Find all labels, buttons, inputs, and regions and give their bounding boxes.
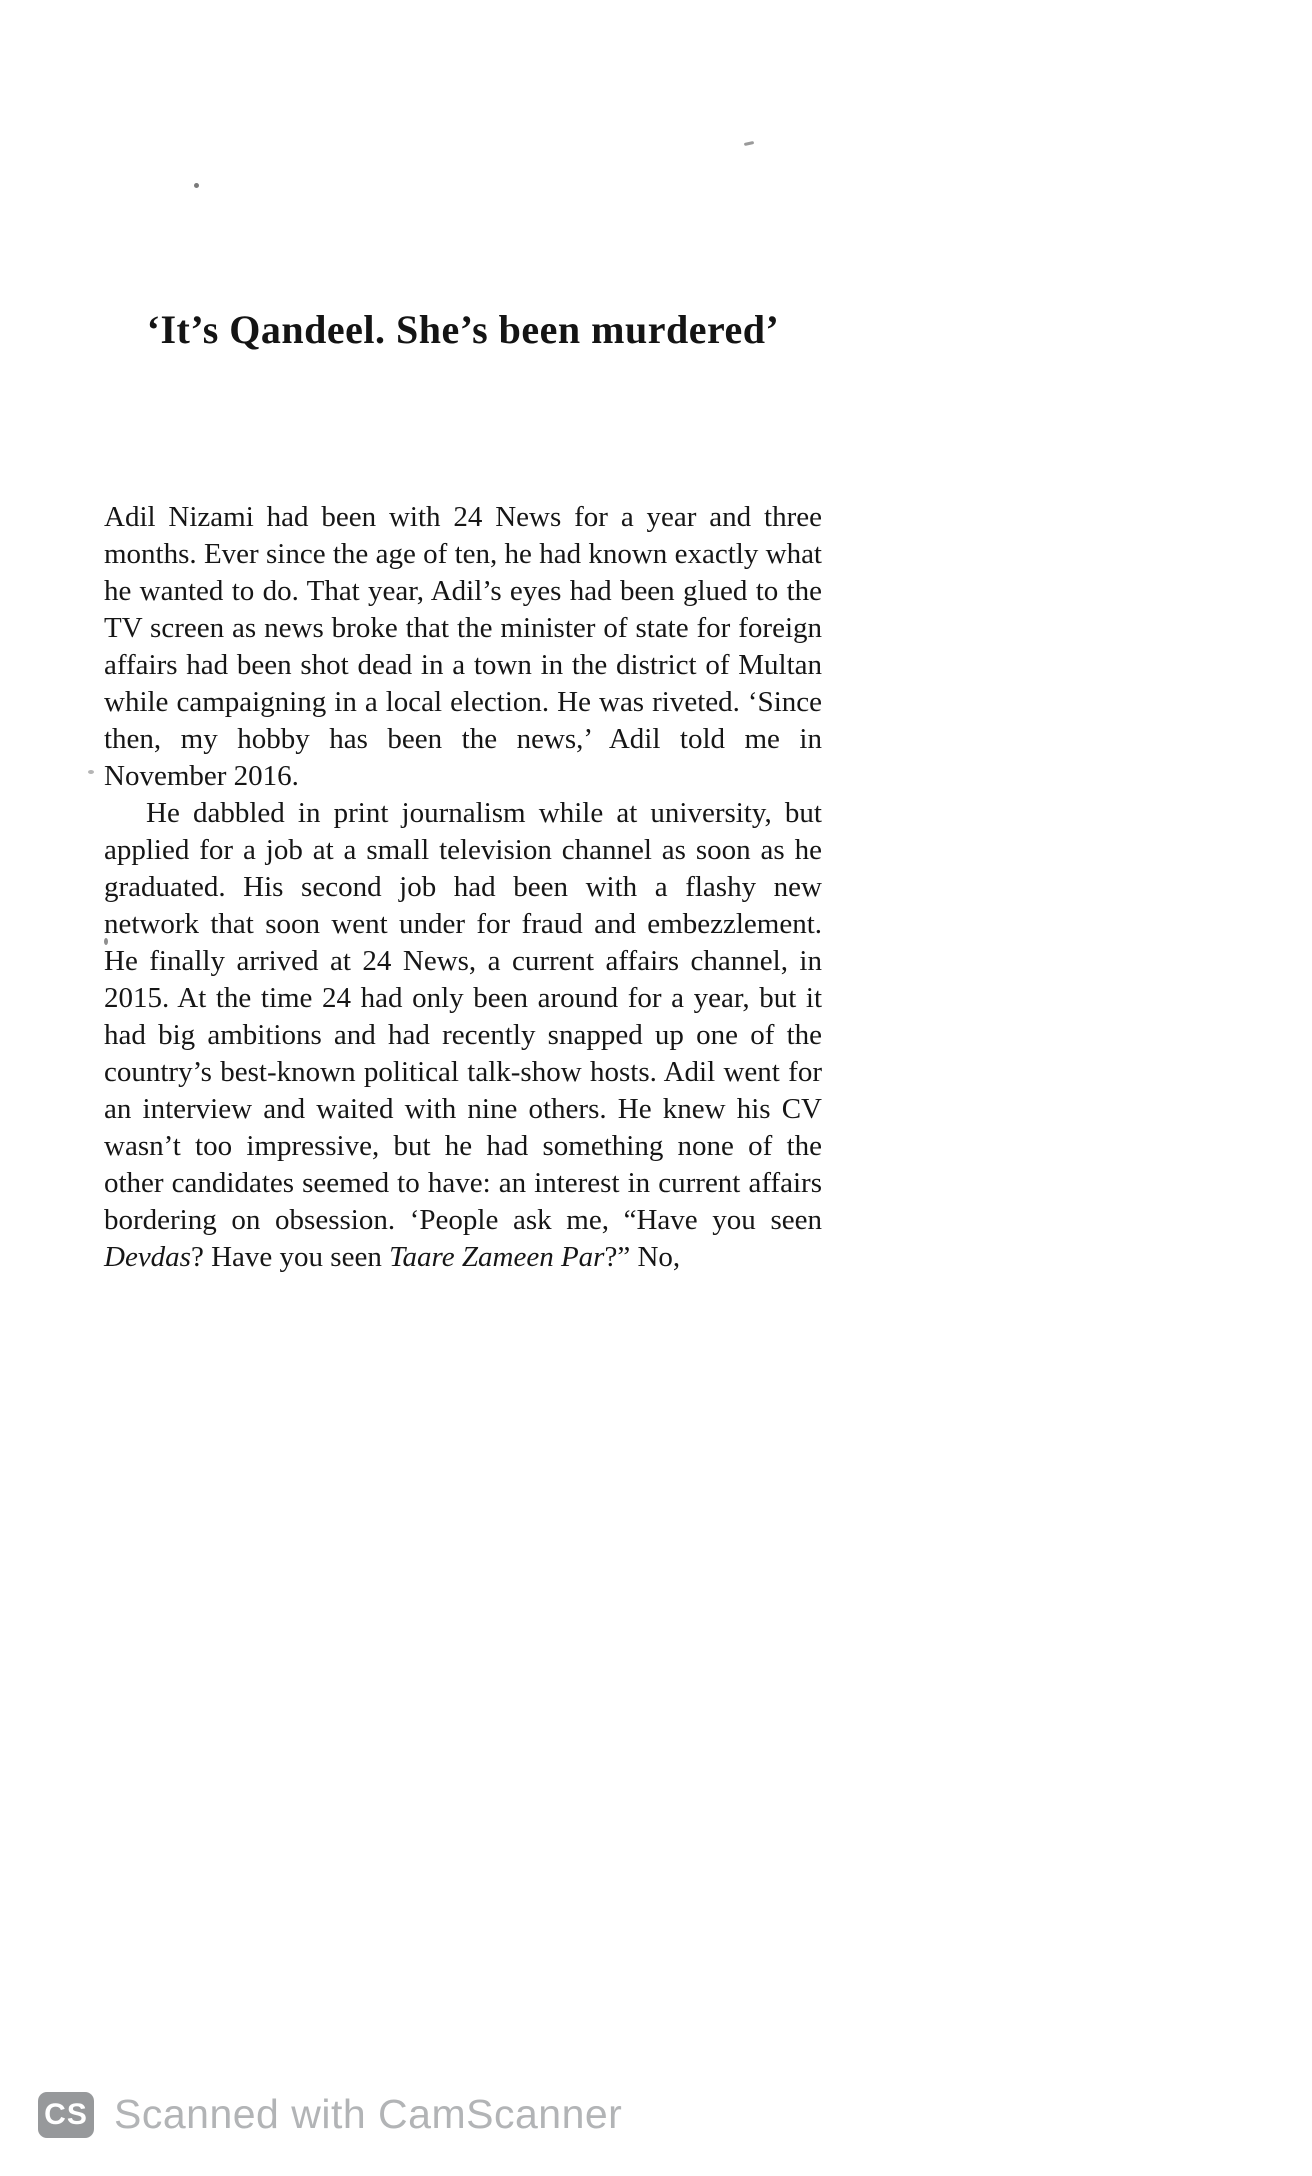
camscanner-watermark [38, 2091, 622, 2138]
watermark-label: Scanned with CamScanner [114, 2091, 623, 2137]
chapter-title: ‘It’s Qandeel. She’s been murdered’ [146, 307, 780, 352]
scan-artifact [88, 770, 94, 774]
paragraph-1: Adil Nizami had been with 24 News for a year and three months. Ever since the age of ten, he had known exactly what he wanted to do. That year, Adil’s eyes had been glued to the TV screen as news broke that the minister of state for foreign affairs had been shot dead in a town in the district of Multan while campaigning in a local election. He was riveted. ‘Since then, my hobby has been the news,’ Adil told me in November 2016. [104, 501, 822, 792]
text-column [104, 0, 822, 1276]
paragraph-2-text: He dabbled in print journalism while at university, but applied for a job at a small television channel as soon as he graduated. His second job had been with a flashy new network that soon went under for fraud and embezzlement. He finally arrived at 24 News, a current affairs channel, in 2015. At the time 24 had only been around for a year, but it had big ambitions and had recently snapped up one of the country’s best-known political talk-show hosts. Adil went for an interview and waited with nine others. He knew his CV wasn’t too impressive, but he had something none of the other candidates seemed to have: an interest in current affairs bordering on obsession. ‘People ask me, “Have you seen [104, 797, 822, 1236]
paragraph-2 [104, 795, 822, 1276]
camscanner-logo-icon: CS [38, 2092, 94, 2138]
italic-title-taare-zameen-par: Taare Zameen Par [389, 1241, 605, 1273]
body-text [104, 499, 822, 1276]
paragraph-2-text: ?” No, [604, 1241, 681, 1273]
paragraph-2-text: ? Have you seen [190, 1241, 390, 1273]
italic-title-devdas: Devdas [104, 1241, 191, 1273]
